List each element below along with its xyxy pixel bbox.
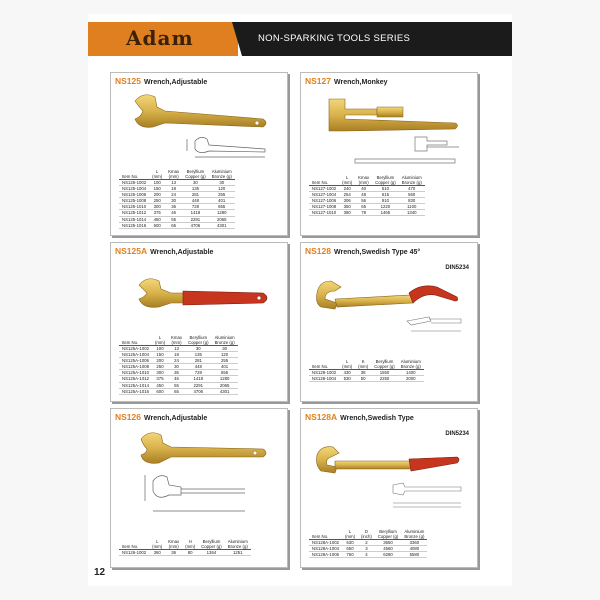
table-row <box>309 210 425 216</box>
table-cell: 30 <box>185 346 212 352</box>
table-cell: 448 <box>185 364 212 370</box>
table-cell: 4706 <box>185 388 212 394</box>
table-cell: NS125A-1008 <box>119 364 152 370</box>
table-cell: NS125-1010 <box>119 204 149 210</box>
col-length: L (mm) <box>152 335 168 346</box>
table-cell: 120 <box>212 352 238 358</box>
table-cell: 600 <box>149 222 165 228</box>
table-cell: NS125A-1016 <box>119 388 152 394</box>
product-code: NS125 <box>115 76 141 86</box>
table-cell: 2 <box>358 540 375 546</box>
table-cell: 18 <box>165 186 182 192</box>
panel-title <box>305 412 414 422</box>
table-cell: 4706 <box>182 222 209 228</box>
product-name: Wrench,Adjustable <box>150 249 214 256</box>
table-cell: NS125A-1002 <box>119 346 152 352</box>
table-cell: 24 <box>165 192 182 198</box>
table-cell: 281 <box>185 358 212 364</box>
table-cell: NS127-1004 <box>309 192 339 198</box>
table-cell: 55 <box>168 382 185 388</box>
table-cell: 530 <box>339 376 355 382</box>
table-cell: 30 <box>168 364 185 370</box>
table-cell: NS125A-1010 <box>119 370 152 376</box>
table-cell: 650 <box>342 546 358 552</box>
table-cell: 1418 <box>182 210 209 216</box>
panel-title <box>305 76 388 86</box>
table-cell: 250 <box>149 198 165 204</box>
table-cell: 40 <box>355 186 372 192</box>
spec-table <box>119 539 251 556</box>
table-cell: 255 <box>209 192 235 198</box>
table-cell: 18 <box>168 352 185 358</box>
table-cell: 250 <box>152 364 168 370</box>
table-cell: 1280 <box>209 210 235 216</box>
table-cell: NS125-1016 <box>119 222 149 228</box>
table-cell: 6280 <box>375 552 402 558</box>
col-length: L (mm) <box>339 175 355 186</box>
table-cell: NS125-1006 <box>119 192 149 198</box>
table-cell: 254 <box>339 192 355 198</box>
catalog-page <box>88 14 512 586</box>
table-cell: 38 <box>355 370 371 376</box>
table-cell: 48 <box>355 192 372 198</box>
table-cell: 100 <box>149 180 165 186</box>
brand-logo: Adam <box>126 26 194 50</box>
table-cell: 2065 <box>212 382 238 388</box>
table-cell: NS127-1006 <box>309 198 339 204</box>
table-cell: 135 <box>185 352 212 358</box>
product-panel-ns126 <box>110 408 288 568</box>
product-panel-ns125a <box>110 242 288 402</box>
table-cell: 560 <box>399 192 425 198</box>
table-cell: NS125-1012 <box>119 210 149 216</box>
table-cell: 150 <box>149 186 165 192</box>
product-code: NS126 <box>115 412 141 422</box>
table-cell: NS126-1002 <box>119 550 149 556</box>
swedish-wrench-45-image <box>311 273 467 355</box>
table-cell: 375 <box>152 376 168 382</box>
product-name: Wrench,Adjustable <box>144 415 208 422</box>
table-cell: NS128A-1004 <box>309 546 342 552</box>
table-cell: NS125A-1012 <box>119 376 152 382</box>
table-cell: 401 <box>212 364 238 370</box>
table-cell: 3650 <box>375 540 402 546</box>
table-cell: 281 <box>182 192 209 198</box>
table-cell: 120 <box>209 186 235 192</box>
table-cell: 728 <box>185 370 212 376</box>
spec-table <box>309 175 425 216</box>
table-row <box>119 222 235 228</box>
table-cell: 470 <box>399 186 425 192</box>
table-cell: NS127-1002 <box>309 186 339 192</box>
col-aluminium: Aluminium Bronze (g) <box>399 175 425 186</box>
table-cell: 5580 <box>401 552 427 558</box>
table-cell: 655 <box>209 204 235 210</box>
table-cell: 30 <box>212 346 238 352</box>
table-cell: 13 <box>168 346 185 352</box>
col-kmax: Kmax (mm) <box>165 169 182 180</box>
col-length: L (mm) <box>149 169 165 180</box>
col-aluminium: Aluminium Bronze (g) <box>209 169 235 180</box>
table-cell: 36 <box>165 550 182 556</box>
table-cell: 200 <box>152 358 168 364</box>
adjustable-wrench-image <box>125 89 275 163</box>
spec-table <box>309 359 424 382</box>
col-item-no: Item No. <box>119 335 152 346</box>
spec-table <box>119 169 235 229</box>
col-item-no: Item No. <box>309 359 339 370</box>
panel-title <box>305 246 420 256</box>
table-cell: 2250 <box>371 376 398 382</box>
col-beryllium: Beryllium Copper (g) <box>375 529 402 540</box>
col-item-no: Item No. <box>309 175 339 186</box>
col-d: D (inch) <box>358 529 375 540</box>
monkey-wrench-image <box>315 89 465 171</box>
table-cell: 135 <box>182 186 209 192</box>
table-cell: NS125A-1004 <box>119 352 152 358</box>
table-cell: 4301 <box>209 222 235 228</box>
table-cell: 1550 <box>371 370 398 376</box>
table-cell: 728 <box>182 204 209 210</box>
table-cell: 360 <box>149 550 165 556</box>
product-panel-ns127 <box>300 72 478 236</box>
table-cell: 1465 <box>372 210 399 216</box>
table-cell: NS125-1004 <box>119 186 149 192</box>
red-grip-adjustable-wrench-image <box>125 263 275 329</box>
col-kmax: Kmax (mm) <box>165 539 182 550</box>
table-cell: 240 <box>339 186 355 192</box>
table-cell: 100 <box>152 346 168 352</box>
col-aluminium: Aluminium Bronze (g) <box>398 359 424 370</box>
table-cell: 80 <box>182 550 198 556</box>
table-cell: NS128A-1002 <box>309 540 342 546</box>
table-cell: 46 <box>165 210 182 216</box>
spec-table <box>309 529 427 558</box>
product-name: Wrench,Adjustable <box>144 79 208 86</box>
table-row <box>309 376 424 382</box>
table-cell: 13 <box>165 180 182 186</box>
panel-title <box>115 412 207 422</box>
spec-table <box>119 335 238 395</box>
header-divider <box>232 22 242 56</box>
col-beryllium: Beryllium Copper (g) <box>182 169 209 180</box>
din-standard: DIN5234 <box>445 265 469 271</box>
table-cell: 2000 <box>398 376 424 382</box>
table-cell: 1340 <box>399 210 425 216</box>
table-cell: 1418 <box>185 376 212 382</box>
panel-title <box>115 76 207 86</box>
table-cell: 56 <box>355 198 372 204</box>
table-cell: 830 <box>399 198 425 204</box>
table-cell: 450 <box>149 216 165 222</box>
col-h: H (mm) <box>182 539 198 550</box>
series-bar <box>242 22 512 56</box>
table-cell: 150 <box>152 352 168 358</box>
product-name: Wrench,Swedish Type 45° <box>334 249 421 256</box>
brand-box <box>88 22 238 56</box>
table-cell: 3360 <box>401 540 427 546</box>
table-cell: 300 <box>152 370 168 376</box>
table-cell: 375 <box>149 210 165 216</box>
col-beryllium: Beryllium Copper (g) <box>185 335 212 346</box>
col-length: L (mm) <box>149 539 165 550</box>
table-cell: 4560 <box>375 546 402 552</box>
col-aluminium: Aluminium Bronze (g) <box>212 335 238 346</box>
table-cell: 24 <box>168 358 185 364</box>
table-row <box>119 550 251 556</box>
table-cell: 450 <box>152 382 168 388</box>
table-cell: NS125-1008 <box>119 198 149 204</box>
table-cell: 65 <box>168 388 185 394</box>
table-cell: 4301 <box>212 388 238 394</box>
col-beryllium: Beryllium Copper (g) <box>371 359 398 370</box>
product-code: NS128A <box>305 412 338 422</box>
table-cell: 4 <box>358 552 375 558</box>
col-k: K (mm) <box>355 359 371 370</box>
table-cell: 30 <box>165 198 182 204</box>
table-cell: 46 <box>168 376 185 382</box>
table-cell: 65 <box>165 222 182 228</box>
product-code: NS128 <box>305 246 331 256</box>
panel-title <box>115 246 213 256</box>
table-cell: 30 <box>182 180 209 186</box>
product-code: NS127 <box>305 76 331 86</box>
product-name: Wrench,Monkey <box>334 79 388 86</box>
table-cell: 300 <box>149 204 165 210</box>
table-cell: NS127-1008 <box>309 204 339 210</box>
col-item-no: Item No. <box>119 539 149 550</box>
col-length: L (mm) <box>339 359 355 370</box>
table-row <box>309 552 427 558</box>
col-kmax: Kmax (mm) <box>355 175 372 186</box>
table-row <box>119 376 238 382</box>
page-header <box>88 22 512 56</box>
product-code: NS125A <box>115 246 148 256</box>
table-cell: 2291 <box>185 382 212 388</box>
table-cell: 401 <box>209 198 235 204</box>
table-cell: 655 <box>212 370 238 376</box>
table-cell: 1220 <box>372 204 399 210</box>
din-standard: DIN5234 <box>445 431 469 437</box>
table-cell: 1400 <box>398 370 424 376</box>
table-cell: 600 <box>152 388 168 394</box>
col-aluminium: Aluminium Bronze (g) <box>401 529 427 540</box>
page-number: 12 <box>94 567 106 578</box>
table-cell: 615 <box>372 192 399 198</box>
col-length: L (mm) <box>342 529 358 540</box>
table-cell: NS125-1002 <box>119 180 149 186</box>
table-cell: 380 <box>339 210 355 216</box>
table-cell: 4080 <box>401 546 427 552</box>
table-cell: 1100 <box>399 204 425 210</box>
table-cell: NS125A-1014 <box>119 382 152 388</box>
table-cell: 910 <box>372 198 399 204</box>
col-beryllium: Beryllium Copper (g) <box>198 539 225 550</box>
table-cell: 530 <box>342 540 358 546</box>
table-cell: 448 <box>182 198 209 204</box>
table-cell: 78 <box>355 210 372 216</box>
table-cell: 36 <box>168 370 185 376</box>
adjustable-wrench-image <box>125 425 275 525</box>
table-cell: NS128-1004 <box>309 376 339 382</box>
table-cell: 55 <box>165 216 182 222</box>
table-cell: 3 <box>358 546 375 552</box>
table-cell: 510 <box>372 186 399 192</box>
table-cell: 2291 <box>182 216 209 222</box>
table-cell: 50 <box>355 376 371 382</box>
col-item-no: Item No. <box>309 529 342 540</box>
table-cell: NS128A-1006 <box>309 552 342 558</box>
table-cell: NS127-1010 <box>309 210 339 216</box>
table-cell: NS125-1014 <box>119 216 149 222</box>
table-cell: 1280 <box>212 376 238 382</box>
table-cell: 760 <box>342 552 358 558</box>
table-row <box>119 382 238 388</box>
table-cell: NS128-1002 <box>309 370 339 376</box>
series-title: NON-SPARKING TOOLS SERIES <box>258 33 411 44</box>
table-cell: 2065 <box>209 216 235 222</box>
table-row <box>119 388 238 394</box>
table-cell: 65 <box>355 204 372 210</box>
table-cell: 200 <box>149 192 165 198</box>
product-panel-ns128 <box>300 242 478 402</box>
product-panel-ns128a <box>300 408 478 568</box>
table-cell: 30 <box>209 180 235 186</box>
col-beryllium: Beryllium Copper (g) <box>372 175 399 186</box>
table-cell: 1364 <box>198 550 225 556</box>
table-cell: 1251 <box>225 550 251 556</box>
col-item-no: Item No. <box>119 169 149 180</box>
col-kmax: Kmax (mm) <box>168 335 185 346</box>
table-cell: 255 <box>212 358 238 364</box>
table-cell: 430 <box>339 370 355 376</box>
col-aluminium: Aluminium Bronze (g) <box>225 539 251 550</box>
table-cell: NS125A-1006 <box>119 358 152 364</box>
table-cell: 36 <box>165 204 182 210</box>
swedish-wrench-image <box>311 441 467 521</box>
table-cell: 306 <box>339 198 355 204</box>
table-cell: 350 <box>339 204 355 210</box>
product-name: Wrench,Swedish Type <box>340 415 414 422</box>
product-panel-ns125 <box>110 72 288 236</box>
